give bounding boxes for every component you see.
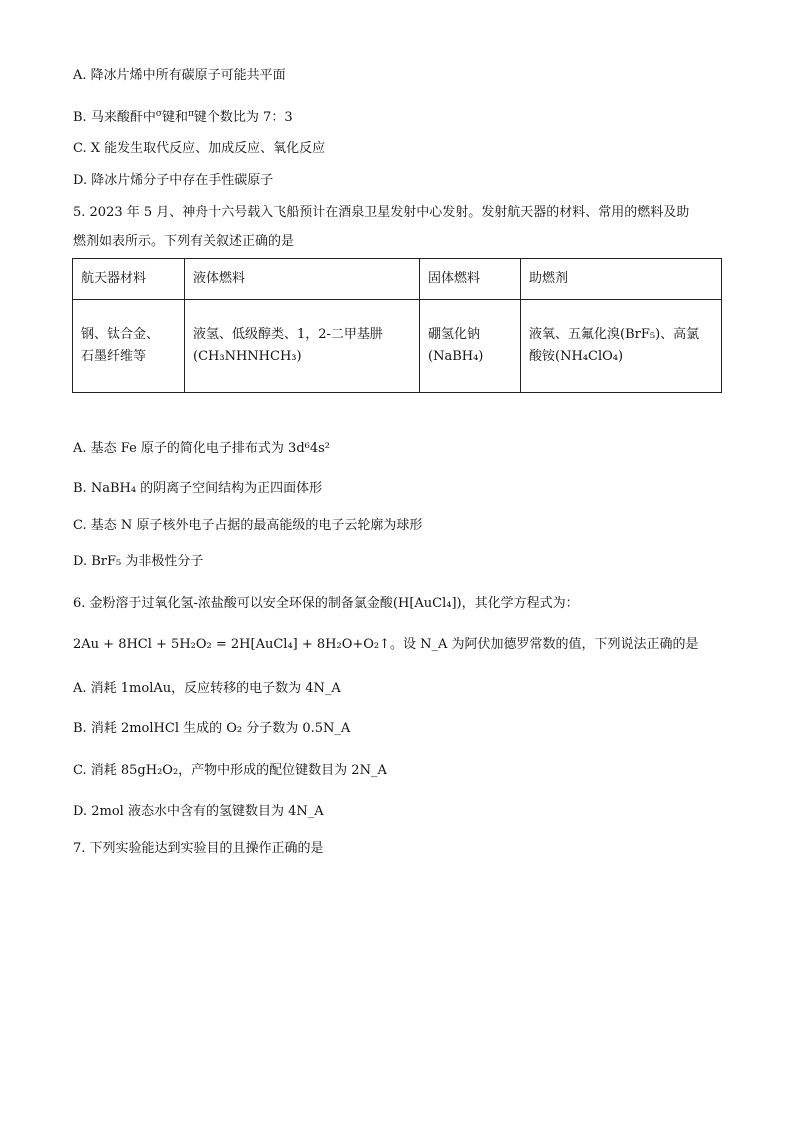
- q6-option-c: C. 消耗 85gH₂O₂，产物中形成的配位键数目为 2N_A: [73, 763, 387, 778]
- q5-option-c: C. 基态 N 原子核外电子占据的最高能级的电子云轮廓为球形: [73, 518, 423, 533]
- header-solid-fuel: 固体燃料: [420, 259, 521, 300]
- q4-option-b: B. 马来酸酐中$^\sigma$键和$^\pi$键个数比为 7：3: [73, 109, 293, 125]
- fuel-table: [72, 258, 722, 393]
- table-row: [73, 300, 722, 393]
- cell-liquid-fuel: 液氢、低级醇类、1，2-二甲基肼 (CH₃NHNHCH₃): [185, 300, 420, 393]
- q5-option-d: D. BrF₅ 为非极性分子: [73, 554, 204, 569]
- q4-option-c: C. X 能发生取代反应、加成反应、氧化反应: [73, 141, 326, 156]
- q6-option-d: D. 2mol 液态水中含有的氢键数目为 4N_A: [73, 804, 324, 819]
- q7-stem: 7. 下列实验能达到实验目的且操作正确的是: [73, 841, 324, 856]
- q4-option-d: D. 降冰片烯分子中存在手性碳原子: [73, 173, 274, 188]
- q6-stem-line1: 6. 金粉溶于过氧化氢-浓盐酸可以安全环保的制备氯金酸(H[AuCl₄])，其化学方程式为：: [73, 596, 579, 611]
- q5-option-b: B. NaBH₄ 的阴离子空间结构为正四面体形: [73, 481, 323, 496]
- q5-stem-line2: 燃剂如表所示。下列有关叙述正确的是: [73, 234, 295, 249]
- chemical-equation: 2Au + 8HCl + 5H₂O₂ = 2H[AuCl₄] + 8H₂O+O₂↑: [73, 637, 391, 652]
- cell-materials: 钢、钛合金、 石墨纤维等: [73, 300, 185, 393]
- header-materials: 航天器材料: [73, 259, 185, 300]
- q6-option-b: B. 消耗 2molHCl 生成的 O₂ 分子数为 0.5N_A: [73, 721, 351, 736]
- q6-stem-line2: 2Au + 8HCl + 5H₂O₂ = 2H[AuCl₄] + 8H₂O+O₂↑。设 N_A 为阿伏加德罗常数的值，下列说法正确的是: [73, 637, 699, 652]
- pi-symbol: π: [188, 109, 194, 119]
- cell-solid-fuel: 硼氢化钠 (NaBH₄): [420, 300, 521, 393]
- table-header-row: [73, 259, 722, 300]
- q4-option-a: A. 降冰片烯中所有碳原子可能共平面: [73, 68, 286, 83]
- header-liquid-fuel: 液体燃料: [185, 259, 420, 300]
- sigma-symbol: σ: [155, 109, 162, 119]
- q5-stem-line1: 5. 2023 年 5 月、神舟十六号载入飞船预计在酒泉卫星发射中心发射。发射航天器的材料、常用的燃料及助: [73, 205, 690, 220]
- q5-option-a: A. 基态 Fe 原子的简化电子排布式为 3d⁶4s²: [73, 441, 331, 456]
- header-oxidizer: 助燃剂: [521, 259, 722, 300]
- cell-oxidizer: 液氧、五氟化溴(BrF₅)、高氯 酸铵(NH₄ClO₄): [521, 300, 722, 393]
- q6-option-a: A. 消耗 1molAu，反应转移的电子数为 4N_A: [73, 681, 341, 696]
